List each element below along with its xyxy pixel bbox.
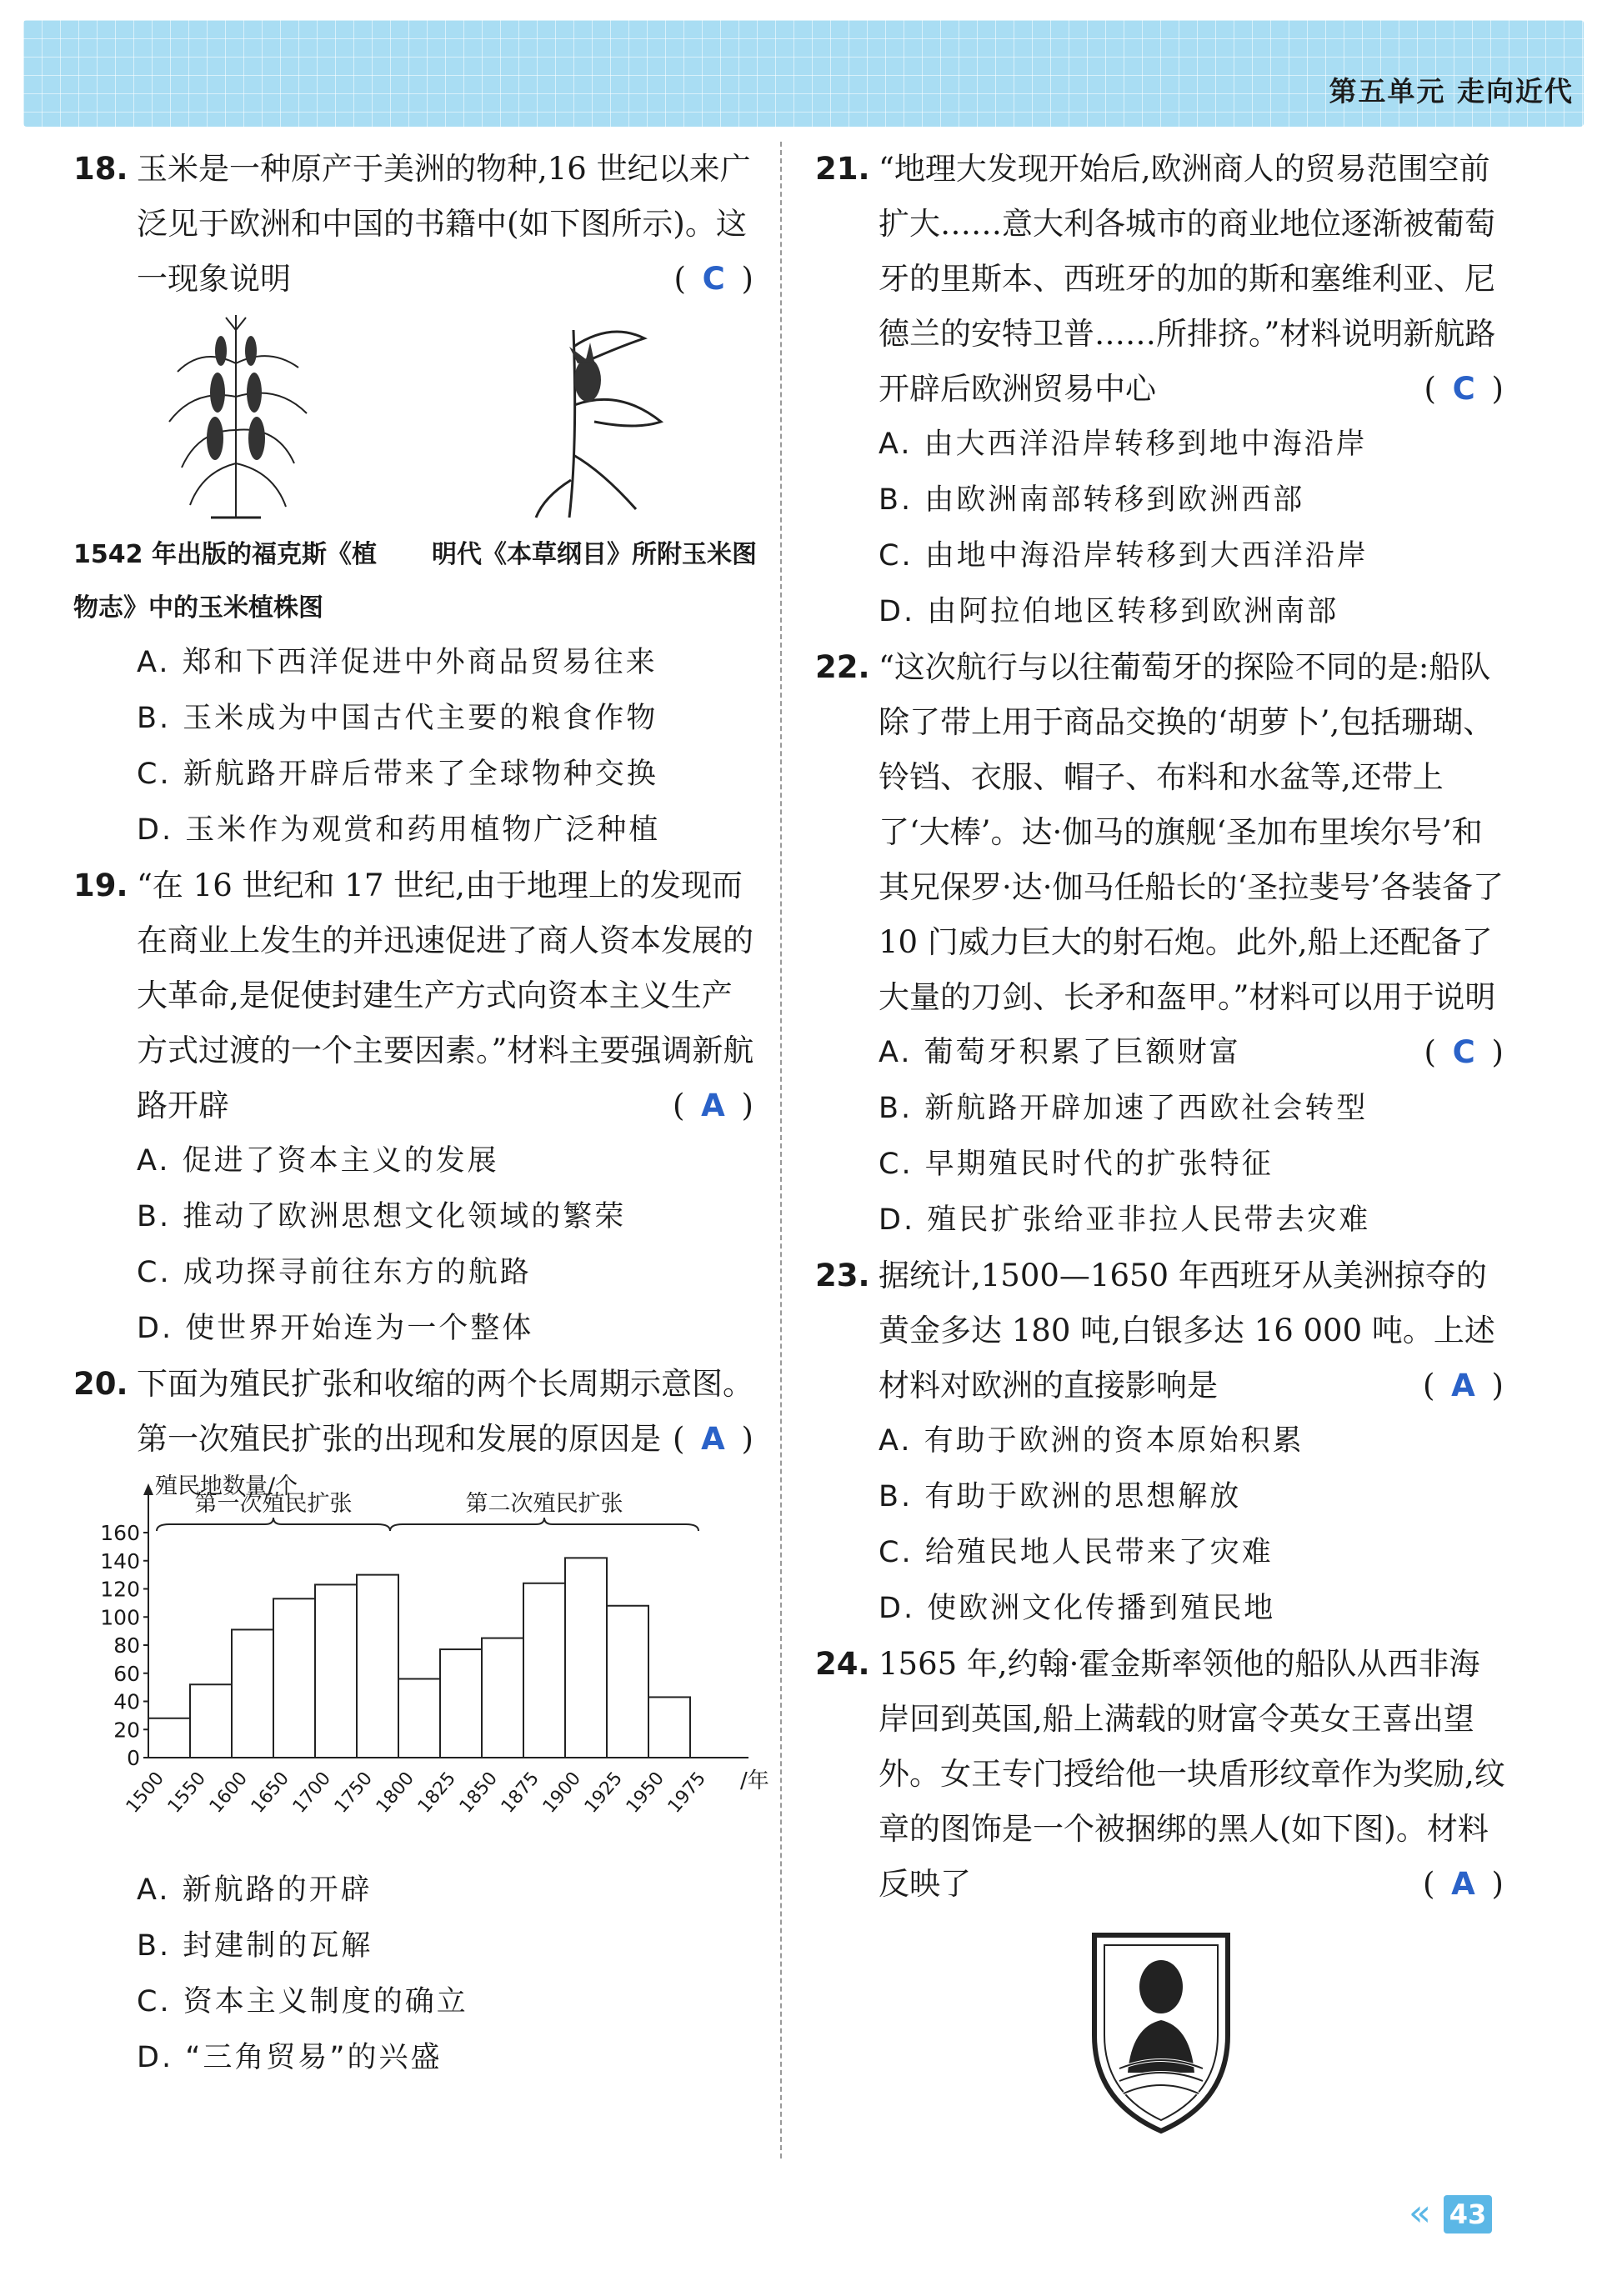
y-axis-arrow-icon bbox=[143, 1483, 153, 1495]
answer-slot: ( A ) bbox=[672, 1088, 757, 1123]
answer-slot: ( C ) bbox=[1424, 371, 1507, 407]
maize-woodcut-illustration bbox=[511, 313, 678, 522]
question-18 bbox=[73, 142, 757, 858]
option-c[interactable]: C. 给殖民地人民带来了灾难 bbox=[879, 1536, 1274, 1569]
bar bbox=[398, 1679, 440, 1758]
x-tick-label: 1975 bbox=[663, 1768, 710, 1818]
figure-caption: 明代《本草纲目》所附玉米图 bbox=[432, 540, 757, 569]
y-axis-label: 殖民地数量/个 bbox=[155, 1473, 298, 1499]
question-18-stem bbox=[73, 142, 757, 307]
question-text: “在 16 世纪和 17 世纪,由于地理上的发现而在商业上发生的并迅速促进了商人资本发展的大革命,是促使封建生产方式向资本主义生产方式过渡的一个主要因素。”材料主要强调新航路开辟 bbox=[137, 868, 754, 1123]
option-b[interactable]: B. 推动了欧洲思想文化领域的繁荣 bbox=[137, 1200, 627, 1233]
figure-bencao-maize bbox=[432, 313, 757, 635]
option-a[interactable]: A. 新航路的开辟 bbox=[137, 1873, 373, 1907]
bar bbox=[148, 1718, 190, 1758]
y-tick-label: 40 bbox=[113, 1689, 140, 1714]
x-tick-label: 1925 bbox=[580, 1768, 627, 1818]
page-chevron-icon: « bbox=[1409, 2192, 1431, 2234]
left-column bbox=[73, 142, 769, 2086]
question-24-stem bbox=[815, 1637, 1507, 1912]
option-d[interactable]: D. 殖民扩张给亚非拉人民带去灾难 bbox=[879, 1203, 1371, 1237]
x-tick-label: 1700 bbox=[288, 1768, 335, 1818]
option-c[interactable]: C. 成功探寻前往东方的航路 bbox=[137, 1256, 532, 1289]
right-column bbox=[815, 142, 1507, 2135]
answer-slot: ( C ) bbox=[673, 261, 757, 297]
option-b[interactable]: B. 由欧洲南部转移到欧洲西部 bbox=[879, 483, 1305, 517]
y-tick-label: 100 bbox=[100, 1605, 140, 1630]
question-23 bbox=[815, 1248, 1507, 1637]
bar bbox=[482, 1638, 523, 1758]
option-a[interactable]: A. 促进了资本主义的发展 bbox=[137, 1144, 499, 1178]
phase-label: 第二次殖民扩张 bbox=[465, 1491, 623, 1517]
option-b[interactable]: B. 有助于欧洲的思想解放 bbox=[879, 1480, 1242, 1513]
figure-row bbox=[73, 307, 757, 635]
answer-letter: C bbox=[702, 261, 728, 297]
answer-letter: A bbox=[1451, 1368, 1479, 1403]
question-24 bbox=[815, 1637, 1507, 2135]
option-a[interactable]: A. 葡萄牙积累了巨额财富 bbox=[879, 1036, 1241, 1069]
bar bbox=[232, 1629, 273, 1758]
answer-letter: A bbox=[1451, 1866, 1479, 1902]
x-tick-label: 1900 bbox=[538, 1768, 585, 1818]
option-a[interactable]: A. 郑和下西洋促进中外商品贸易往来 bbox=[137, 646, 658, 679]
question-19-stem bbox=[73, 858, 757, 1133]
question-number: 18. bbox=[73, 151, 128, 187]
question-21 bbox=[815, 142, 1507, 640]
bar bbox=[607, 1606, 648, 1758]
x-tick-label: 1850 bbox=[455, 1768, 502, 1818]
question-21-stem bbox=[815, 142, 1507, 417]
answer-letter: C bbox=[1452, 1034, 1479, 1070]
bar bbox=[523, 1583, 565, 1758]
answer-slot: ( C ) bbox=[1424, 1034, 1507, 1070]
x-tick-label: 1550 bbox=[163, 1768, 210, 1818]
x-axis-label: /年 bbox=[740, 1768, 769, 1793]
question-19 bbox=[73, 858, 757, 1357]
option-b[interactable]: B. 新航路开辟加速了西欧社会转型 bbox=[879, 1092, 1369, 1125]
question-22 bbox=[815, 640, 1507, 1248]
question-text: “地理大发现开始后,欧洲商人的贸易范围空前扩大……意大利各城市的商业地位逐渐被葡萄牙的里斯本、西班牙的加的斯和塞维利亚、尼德兰的安特卫普……所排挤。”材料说明新航路开辟后欧洲贸易中心 bbox=[879, 151, 1496, 407]
bar bbox=[648, 1697, 690, 1758]
question-number: 20. bbox=[73, 1366, 128, 1402]
question-number: 22. bbox=[815, 649, 870, 685]
option-d[interactable]: D. 使欧洲文化传播到殖民地 bbox=[879, 1592, 1276, 1625]
option-d[interactable]: D. “三角贸易”的兴盛 bbox=[137, 2041, 443, 2074]
x-tick-label: 1800 bbox=[372, 1768, 418, 1818]
figure-fuchs-maize bbox=[73, 313, 398, 635]
coat-of-arms-shield-illustration bbox=[1086, 1927, 1236, 2135]
y-tick-label: 120 bbox=[100, 1577, 140, 1602]
y-tick-label: 140 bbox=[100, 1548, 140, 1573]
question-number: 23. bbox=[815, 1258, 870, 1293]
question-number: 19. bbox=[73, 868, 128, 903]
y-tick-label: 60 bbox=[113, 1661, 140, 1686]
option-c[interactable]: C. 新航路开辟后带来了全球物种交换 bbox=[137, 758, 658, 791]
bar bbox=[315, 1584, 357, 1758]
answer-letter: C bbox=[1452, 371, 1479, 407]
option-c[interactable]: C. 资本主义制度的确立 bbox=[137, 1985, 468, 2018]
colony-count-chart bbox=[82, 1470, 769, 1845]
y-tick-label: 0 bbox=[127, 1746, 140, 1770]
answer-letter: A bbox=[701, 1088, 728, 1123]
page-number: 43 bbox=[1444, 2195, 1492, 2233]
answer-slot: ( A ) bbox=[1422, 1368, 1507, 1403]
question-20-stem bbox=[73, 1357, 757, 1467]
x-tick-label: 1500 bbox=[122, 1768, 168, 1818]
option-b[interactable]: B. 玉米成为中国古代主要的粮食作物 bbox=[137, 702, 658, 735]
option-d[interactable]: D. 玉米作为观赏和药用植物广泛种植 bbox=[137, 813, 661, 847]
y-tick-label: 20 bbox=[113, 1718, 140, 1743]
question-text: 下面为殖民扩张和收缩的两个长周期示意图。第一次殖民扩张的出现和发展的原因是 bbox=[137, 1366, 753, 1457]
question-number: 21. bbox=[815, 151, 870, 187]
answer-slot: ( A ) bbox=[1422, 1866, 1507, 1902]
answer-slot: ( A ) bbox=[672, 1421, 757, 1457]
phase-brace bbox=[157, 1518, 390, 1531]
column-divider bbox=[780, 142, 782, 2158]
question-text: 据统计,1500—1650 年西班牙从美洲掠夺的黄金多达 180 吨,白银多达 16 000 吨。上述材料对欧洲的直接影响是 bbox=[879, 1258, 1495, 1403]
question-20 bbox=[73, 1357, 769, 2086]
option-c[interactable]: C. 早期殖民时代的扩张特征 bbox=[879, 1148, 1274, 1181]
x-tick-label: 1650 bbox=[247, 1768, 293, 1818]
question-text: 1565 年,约翰·霍金斯率领他的船队从西非海岸回到英国,船上满载的财富令英女王喜出望外。女王专门授给他一块盾形纹章作为奖励,纹章的图饰是一个被捆绑的黑人(如下图)。材料反映了 bbox=[879, 1646, 1505, 1902]
x-tick-label: 1600 bbox=[205, 1768, 252, 1818]
phase-label: 第一次殖民扩张 bbox=[194, 1491, 353, 1517]
bar bbox=[357, 1575, 398, 1758]
figure-caption: 1542 年出版的福克斯《植物志》中的玉米植株图 bbox=[73, 540, 377, 623]
x-tick-label: 1825 bbox=[413, 1768, 460, 1818]
question-text: “这次航行与以往葡萄牙的探险不同的是:船队除了带上用于商品交换的‘胡萝卜’,包括珊瑚、铃铛、衣服、帽子、布料和水盆等,还带上了‘大棒’。达·伽马的旗舰‘圣加布里埃尔号’和其兄保罗·达·伽马任船长的‘圣拉斐号’各装备了 10 门威力巨大的射石炮。此外,船上还配备了大量的刀剑、长矛和盔甲。”材料可以用于说明 bbox=[879, 649, 1504, 1015]
y-tick-label: 160 bbox=[100, 1521, 140, 1545]
option-d[interactable]: D. 使世界开始连为一个整体 bbox=[137, 1312, 534, 1345]
option-b[interactable]: B. 封建制的瓦解 bbox=[137, 1929, 373, 1963]
question-23-stem bbox=[815, 1248, 1507, 1413]
phase-brace bbox=[390, 1518, 698, 1531]
option-d[interactable]: D. 由阿拉伯地区转移到欧洲南部 bbox=[879, 595, 1339, 628]
option-c[interactable]: C. 由地中海沿岸转移到大西洋沿岸 bbox=[879, 539, 1369, 573]
bar bbox=[273, 1598, 315, 1758]
bar bbox=[565, 1558, 607, 1758]
unit-title: 第五单元 走向近代 bbox=[1329, 75, 1574, 108]
option-a[interactable]: A. 由大西洋沿岸转移到地中海沿岸 bbox=[879, 428, 1368, 461]
bar bbox=[440, 1649, 482, 1758]
maize-plant-illustration bbox=[153, 313, 319, 522]
x-tick-label: 1875 bbox=[497, 1768, 543, 1818]
y-tick-label: 80 bbox=[113, 1633, 140, 1658]
colony-chart-container bbox=[82, 1470, 769, 1863]
question-number: 24. bbox=[815, 1646, 870, 1682]
option-a[interactable]: A. 有助于欧洲的资本原始积累 bbox=[879, 1424, 1304, 1458]
bar bbox=[190, 1684, 232, 1758]
x-tick-label: 1750 bbox=[330, 1768, 377, 1818]
x-tick-label: 1950 bbox=[622, 1768, 668, 1818]
question-text: 玉米是一种原产于美洲的物种,16 世纪以来广泛见于欧洲和中国的书籍中(如下图所示)。这一现象说明 bbox=[137, 151, 751, 297]
answer-letter: A bbox=[701, 1421, 728, 1457]
